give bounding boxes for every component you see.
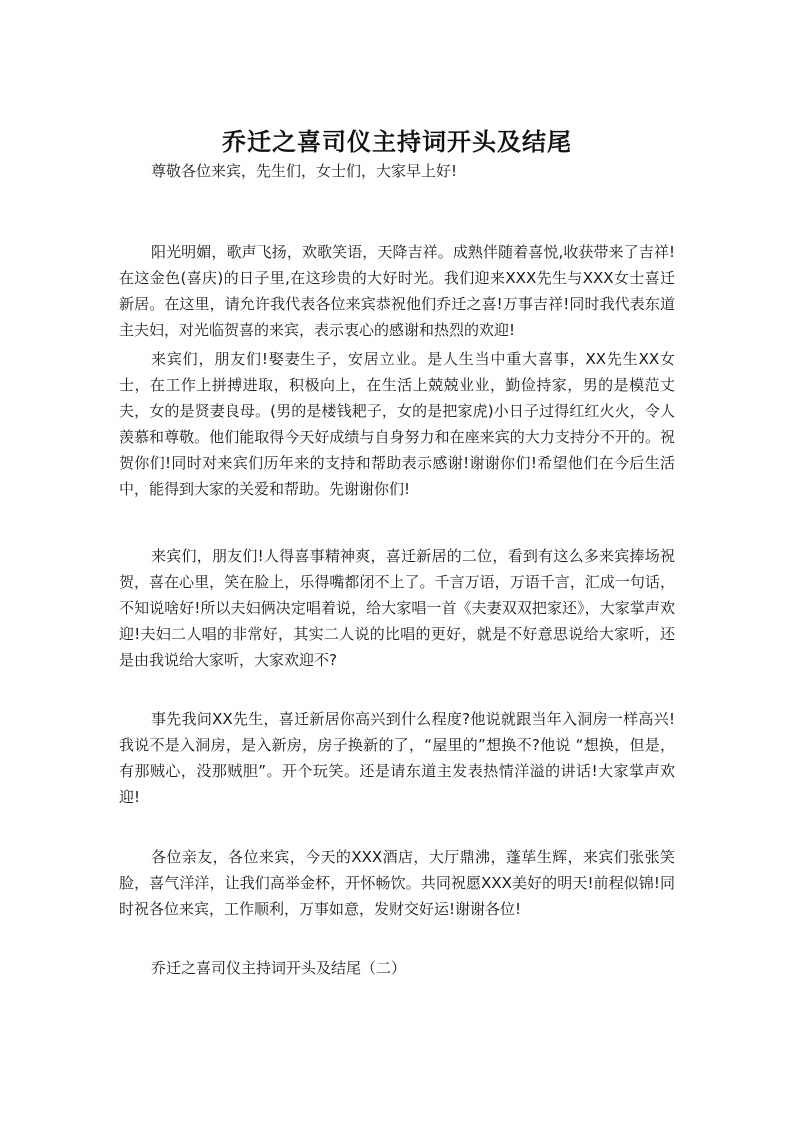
greeting-paragraph: 尊敬各位来宾，先生们，女士们，大家早上好!	[151, 162, 458, 180]
paragraph-3: 来宾们，朋友们!人得喜事精神爽，喜迁新居的二位，看到有这么多来宾捧场祝贺，喜在心里，笑在脸上，乐得嘴都闭不上了。千言万语，万语千言，汇成一句话，不知说啥好!所以夫妇俩决定唱着说，给大家唱一首《夫妻双双把家还》，大家掌声欢迎!夫妇二人唱的非常好，其实二人说的比唱的更好，就是不好意思说给大家听，还是由我说给大家听，大家欢迎不?	[119, 547, 675, 669]
document-title: 乔迁之喜司仪主持词开头及结尾	[222, 128, 572, 157]
paragraph-4: 事先我问XX先生，喜迁新居你高兴到什么程度?他说就跟当年入洞房一样高兴!我说不是入洞房，是入新房，房子换新的了，“屋里的”想换不?他说 “想换，但是，有那贼心，没那贼胆”。开个玩笑。还是请东道主发表热情洋溢的讲话!大家掌声欢迎!	[119, 710, 675, 806]
paragraph-5: 各位亲友，各位来宾，今天的XXX酒店，大厅鼎沸，蓬荜生辉，来宾们张张笑脸，喜气洋洋，让我们高举金杯，开怀畅饮。共同祝愿XXX美好的明天!前程似锦!同时祝各位来宾，工作顺利，万事如意，发财交好运!谢谢各位!	[119, 848, 675, 918]
section-subtitle: 乔迁之喜司仪主持词开头及结尾（二）	[151, 959, 407, 977]
paragraph-2: 来宾们，朋友们!娶妻生子，安居立业。是人生当中重大喜事，XX先生XX女士，在工作上拼搏进取，积极向上，在生活上兢兢业业，勤俭持家，男的是模范丈夫，女的是贤妻良母。(男的是楼钱耙子，女的是把家虎)小日子过得红红火火，令人羡慕和尊敬。他们能取得今天好成绩与自身努力和在座来宾的大力支持分不开的。祝贺你们!同时对来宾们历年来的支持和帮助表示感谢!谢谢你们!希望他们在今后生活中，能得到大家的关爱和帮助。先谢谢你们!	[119, 350, 675, 498]
paragraph-1: 阳光明媚，歌声飞扬，欢歌笑语，天降吉祥。成熟伴随着喜悦,收获带来了吉祥!在这金色(喜庆)的日子里,在这珍贵的大好时光。我们迎来XXX先生与XXX女士喜迁新居。在这里，请允许我代表各位来宾恭祝他们乔迁之喜!万事吉祥!同时我代表东道主夫妇，对光临贺喜的来宾，表示衷心的感谢和热烈的欢迎!	[119, 243, 675, 339]
